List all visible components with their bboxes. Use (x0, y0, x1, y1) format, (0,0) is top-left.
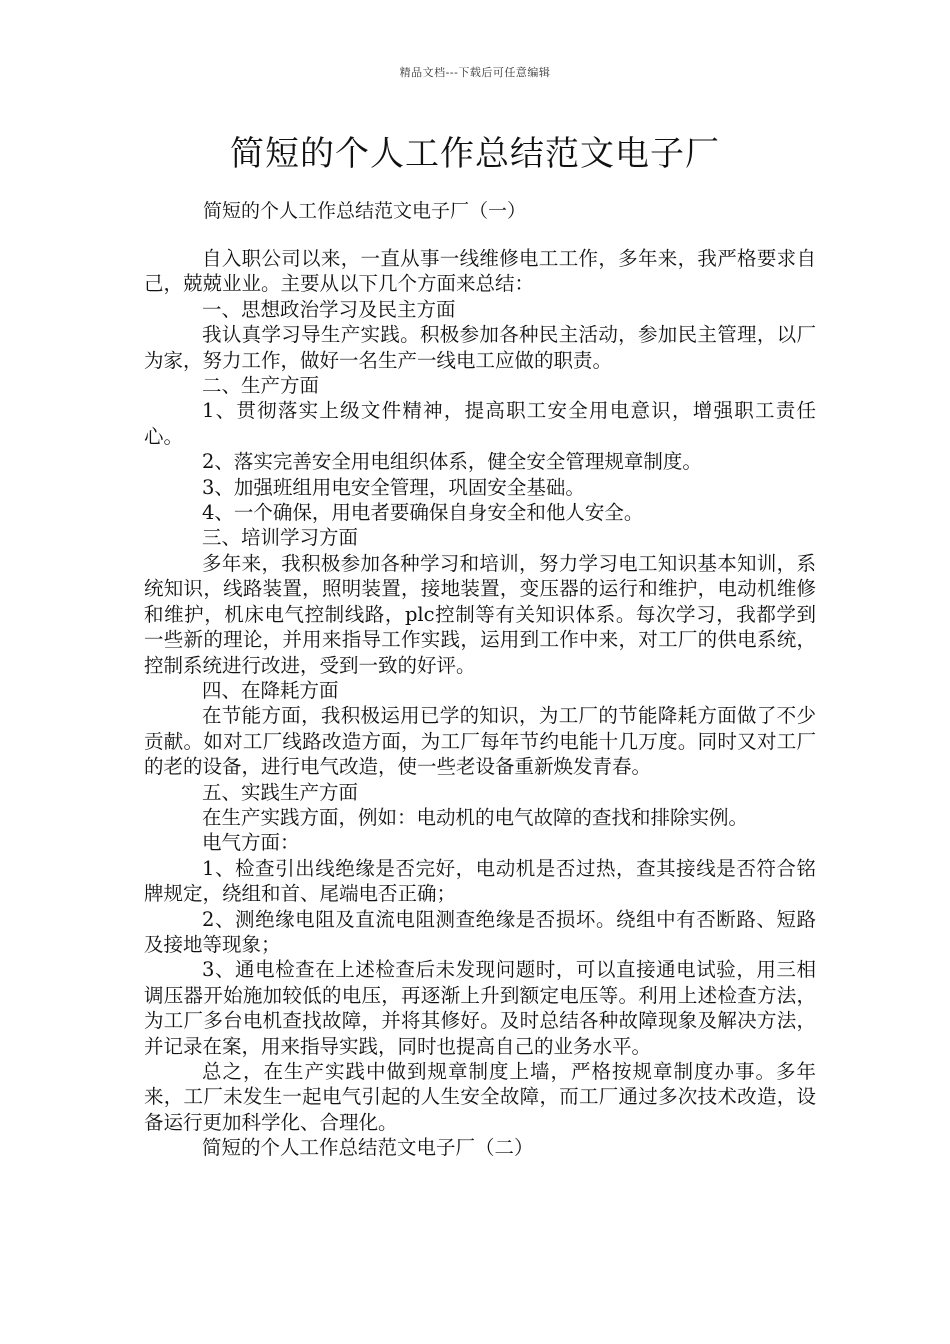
paragraph-production-2: 2、落实完善安全用电组织体系，健全安全管理规章制度。 (202, 450, 702, 474)
paragraph-electrical-2: 2、测绝缘电阻及直流电阻测查绝缘是否损坏。绕组中有否断路、短路及接地等现象； (144, 907, 816, 956)
heading-energy: 四、在降耗方面 (202, 678, 339, 702)
paragraph-electrical-3: 3、通电检查在上述检查后未发现问题时，可以直接通电试验，用三相调压器开始施加较低的电压，再逐渐上升到额定电压等。利用上述检查方法，为工厂多台电机查找故障，并将其修好。及时总结各种故障现象及解决方法，并记录在案，用来指导实践，同时也提高自己的业务水平。 (144, 958, 816, 1058)
section-heading-two: 简短的个人工作总结范文电子厂（二） (202, 1136, 534, 1160)
heading-production: 二、生产方面 (202, 374, 320, 398)
heading-training: 三、培训学习方面 (202, 526, 359, 550)
paragraph-training: 多年来，我积极参加各种学习和培训，努力学习电工知识基本知训，系统知识，线路装置，照明装置，接地装置，变压器的运行和维护，电动机维修和维护，机床电气控制线路，plc控制等有关知识体系。每次学习，我都学到一些新的理论，并用来指导工作实践，运用到工作中来，对工厂的供电系统，控制系统进行改进，受到一致的好评。 (144, 551, 816, 677)
paragraph-conclusion: 总之，在生产实践中做到规章制度上墙，严格按规章制度办事。多年来，工厂未发生一起电气引起的人生安全故障，而工厂通过多次技术改造，设备运行更加科学化、合理化。 (144, 1060, 816, 1134)
paragraph-production-3: 3、加强班组用电安全管理，巩固安全基础。 (202, 475, 585, 499)
paragraph-energy: 在节能方面，我积极运用已学的知识，为工厂的节能降耗方面做了不少贡献。如对工厂线路改造方面，为工厂每年节约电能十几万度。同时又对工厂的老的设备，进行电气改造，使一些老设备重新焕发青春。 (144, 704, 816, 779)
section-heading-one: 简短的个人工作总结范文电子厂（一） (203, 200, 527, 222)
document-title: 简短的个人工作总结范文电子厂 (230, 134, 720, 174)
paragraph-production-1: 1、贯彻落实上级文件精神，提高职工安全用电意识，增强职工责任心。 (144, 399, 816, 448)
paragraph-electrical-1: 1、检查引出线绝缘是否完好，电动机是否过热，查其接线是否符合铭牌规定，绕组和首、尾端电否正确； (144, 856, 816, 906)
paragraph-production-4: 4、一个确保，用电者要确保自身安全和他人安全。 (202, 501, 644, 525)
paragraph-politics: 我认真学习导生产实践。积极参加各种民主活动，参加民主管理，以厂为家，努力工作，做好一名生产一线电工应做的职责。 (144, 323, 816, 372)
paragraph-practice: 在生产实践方面，例如：电动机的电气故障的查找和排除实例。 (202, 805, 749, 829)
document-body (144, 246, 816, 1161)
heading-practice: 五、实践生产方面 (202, 780, 359, 804)
page-header: 精品文档---下载后可任意编辑 (399, 66, 551, 79)
heading-politics: 一、思想政治学习及民主方面 (202, 297, 456, 321)
paragraph-intro: 自入职公司以来，一直从事一线维修电工工作，多年来，我严格要求自己，兢兢业业。主要从以下几个方面来总结： (144, 247, 816, 296)
heading-electrical: 电气方面： (202, 831, 300, 855)
